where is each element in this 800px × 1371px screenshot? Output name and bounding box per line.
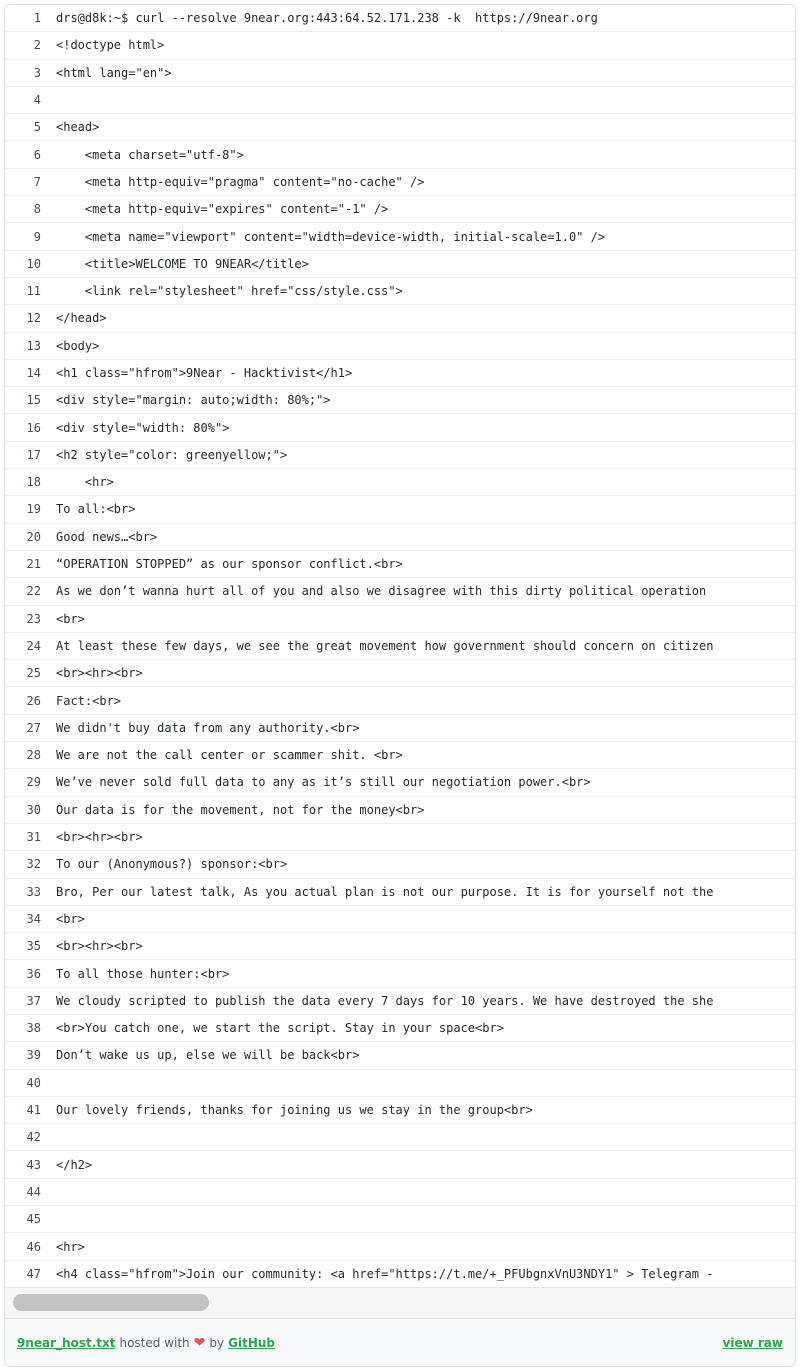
line-number: 8 [33, 202, 41, 217]
heart-icon: ❤ [193, 1334, 206, 1351]
line-number: 41 [26, 1103, 41, 1118]
code-line [5, 196, 795, 223]
code-line [5, 1179, 795, 1206]
line-number: 24 [26, 638, 41, 653]
line-text: </h2> [56, 1157, 93, 1172]
line-number: 20 [26, 529, 41, 544]
line-number: 33 [26, 884, 41, 899]
code-line [5, 524, 795, 551]
gist-embed [4, 4, 796, 1367]
line-number: 5 [33, 120, 41, 135]
by-text: by [209, 1335, 225, 1350]
line-number: 26 [26, 693, 41, 708]
line-text: <h2 style="color: greenyellow;"> [56, 447, 288, 462]
code-listing [5, 5, 795, 1287]
code-line [5, 1261, 795, 1287]
code-line [5, 933, 795, 960]
code-line [5, 223, 795, 250]
line-number: 6 [33, 147, 41, 162]
line-number: 10 [26, 256, 41, 271]
line-text: “OPERATION STOPPED” as our sponsor conflict.<br> [56, 557, 403, 572]
code-line [5, 114, 795, 141]
code-line [5, 1233, 795, 1260]
code-line [5, 251, 795, 278]
code-line [5, 578, 795, 605]
line-text: <br><hr><br> [56, 830, 143, 845]
code-line [5, 496, 795, 523]
line-text: <h4 class="hfrom">Join our community: <a href="https://t.me/+_PFUbgnxVnU3NDY1" > Telegram - [56, 1266, 714, 1281]
line-text: <meta http-equiv="expires" content="-1" /> [56, 202, 389, 217]
line-number: 31 [26, 830, 41, 845]
gist-meta [17, 1335, 275, 1351]
code-line [5, 742, 795, 769]
line-text: <hr> [56, 1239, 85, 1254]
line-number: 45 [26, 1212, 41, 1227]
line-text: We didn't buy data from any authority.<br> [56, 720, 360, 735]
line-text: <!doctype html> [56, 38, 165, 53]
code-line [5, 442, 795, 469]
code-line [5, 333, 795, 360]
code-line [5, 1070, 795, 1097]
line-text: To all:<br> [56, 502, 136, 517]
line-text: To all those hunter:<br> [56, 966, 230, 981]
line-number: 25 [26, 666, 41, 681]
code-line [5, 5, 795, 32]
code-line [5, 551, 795, 578]
code-line [5, 687, 795, 714]
line-text: <br><hr><br> [56, 939, 143, 954]
line-text: <meta http-equiv="pragma" content="no-cache" /> [56, 174, 425, 189]
line-text: Don’t wake us up, else we will be back<br> [56, 1048, 360, 1063]
code-line [5, 715, 795, 742]
line-text: <div style="width: 80%"> [56, 420, 230, 435]
horizontal-scrollbar[interactable] [5, 1287, 795, 1318]
code-line [5, 414, 795, 441]
line-text: We cloudy scripted to publish the data every 7 days for 10 years. We have destroyed the she [56, 993, 714, 1008]
code-line [5, 797, 795, 824]
line-text: <br><hr><br> [56, 666, 143, 681]
code-line [5, 824, 795, 851]
line-text: <hr> [56, 475, 114, 490]
line-number: 39 [26, 1048, 41, 1063]
line-text: <body> [56, 338, 100, 353]
line-text: Good news…<br> [56, 529, 158, 544]
line-text: <html lang="en"> [56, 65, 172, 80]
code-line [5, 988, 795, 1015]
line-number: 7 [33, 174, 41, 189]
line-text: <head> [56, 120, 100, 135]
line-number: 21 [26, 557, 41, 572]
line-number: 17 [26, 447, 41, 462]
line-number: 37 [26, 993, 41, 1008]
code-line [5, 87, 795, 114]
line-number: 44 [26, 1184, 41, 1199]
code-line [5, 1124, 795, 1151]
line-number: 27 [26, 720, 41, 735]
code-line [5, 469, 795, 496]
code-line [5, 769, 795, 796]
code-line [5, 305, 795, 332]
scrollbar-thumb[interactable] [13, 1294, 209, 1311]
code-line [5, 169, 795, 196]
code-line [5, 1151, 795, 1178]
line-text: <meta name="viewport" content="width=device-width, initial-scale=1.0" /> [56, 229, 606, 244]
line-text: drs@d8k:~$ curl --resolve 9near.org:443:64.52.171.238 -k https://9near.org [56, 11, 598, 26]
line-number: 28 [26, 748, 41, 763]
code-line [5, 906, 795, 933]
line-text: <br> [56, 611, 85, 626]
line-text: <meta charset="utf-8"> [56, 147, 244, 162]
line-text: <br> [56, 911, 85, 926]
line-number: 40 [26, 1075, 41, 1090]
line-text: As we don’t wanna hurt all of you and also we disagree with this dirty political operation [56, 584, 707, 599]
code-line [5, 851, 795, 878]
gist-footer [5, 1318, 795, 1366]
code-line [5, 278, 795, 305]
line-text: Our data is for the movement, not for the money<br> [56, 802, 425, 817]
code-line [5, 960, 795, 987]
line-number: 15 [26, 393, 41, 408]
code-line [5, 141, 795, 168]
line-number: 22 [26, 584, 41, 599]
line-number: 35 [26, 939, 41, 954]
line-text: <link rel="stylesheet" href="css/style.css"> [56, 284, 403, 299]
hosted-with-text: hosted with [119, 1335, 190, 1350]
code-line [5, 1097, 795, 1124]
line-number: 12 [26, 311, 41, 326]
line-number: 42 [26, 1130, 41, 1145]
code-line [5, 633, 795, 660]
line-text: Bro, Per our latest talk, As you actual plan is not our purpose. It is for yourself not the [56, 884, 714, 899]
line-number: 1 [33, 11, 41, 26]
line-text: <br>You catch one, we start the script. Stay in your space<br> [56, 1021, 504, 1036]
line-number: 4 [33, 93, 41, 108]
line-number: 9 [33, 229, 41, 244]
line-text: <div style="margin: auto;width: 80%;"> [56, 393, 331, 408]
line-number: 2 [33, 38, 41, 53]
code-line [5, 879, 795, 906]
line-text: We’ve never sold full data to any as it’s still our negotiation power.<br> [56, 775, 591, 790]
line-number: 23 [26, 611, 41, 626]
line-text: At least these few days, we see the great movement how government should concern on citizen [56, 638, 714, 653]
line-number: 34 [26, 911, 41, 926]
line-text: <h1 class="hfrom">9Near - Hacktivist</h1> [56, 366, 353, 380]
line-number: 19 [26, 502, 41, 517]
code-line [5, 606, 795, 633]
line-number: 32 [26, 857, 41, 872]
line-number: 16 [26, 420, 41, 435]
line-number: 47 [26, 1266, 41, 1281]
line-text: Our lovely friends, thanks for joining us we stay in the group<br> [56, 1103, 533, 1118]
view-raw-link[interactable]: view raw [722, 1335, 783, 1350]
code-line [5, 60, 795, 87]
code-line [5, 360, 795, 387]
line-number: 29 [26, 775, 41, 790]
file-name-link[interactable]: 9near_host.txt [17, 1335, 116, 1350]
code-line [5, 32, 795, 59]
line-number: 14 [26, 366, 41, 380]
line-number: 43 [26, 1157, 41, 1172]
line-text: </head> [56, 311, 107, 326]
code-line [5, 387, 795, 414]
line-number: 3 [33, 65, 41, 80]
line-number: 30 [26, 802, 41, 817]
line-number: 18 [26, 475, 41, 490]
line-number: 11 [26, 284, 41, 299]
line-text: We are not the call center or scammer shit. <br> [56, 748, 403, 763]
line-number: 36 [26, 966, 41, 981]
github-link[interactable]: GitHub [228, 1335, 275, 1350]
code-line [5, 1206, 795, 1233]
line-text: <title>WELCOME TO 9NEAR</title> [56, 256, 309, 271]
code-line [5, 1042, 795, 1069]
line-number: 46 [26, 1239, 41, 1254]
line-text: Fact:<br> [56, 693, 122, 708]
code-line [5, 660, 795, 687]
line-number: 13 [26, 338, 41, 353]
line-number: 38 [26, 1021, 41, 1036]
line-text: To our (Anonymous?) sponsor:<br> [56, 857, 288, 872]
code-line [5, 1015, 795, 1042]
